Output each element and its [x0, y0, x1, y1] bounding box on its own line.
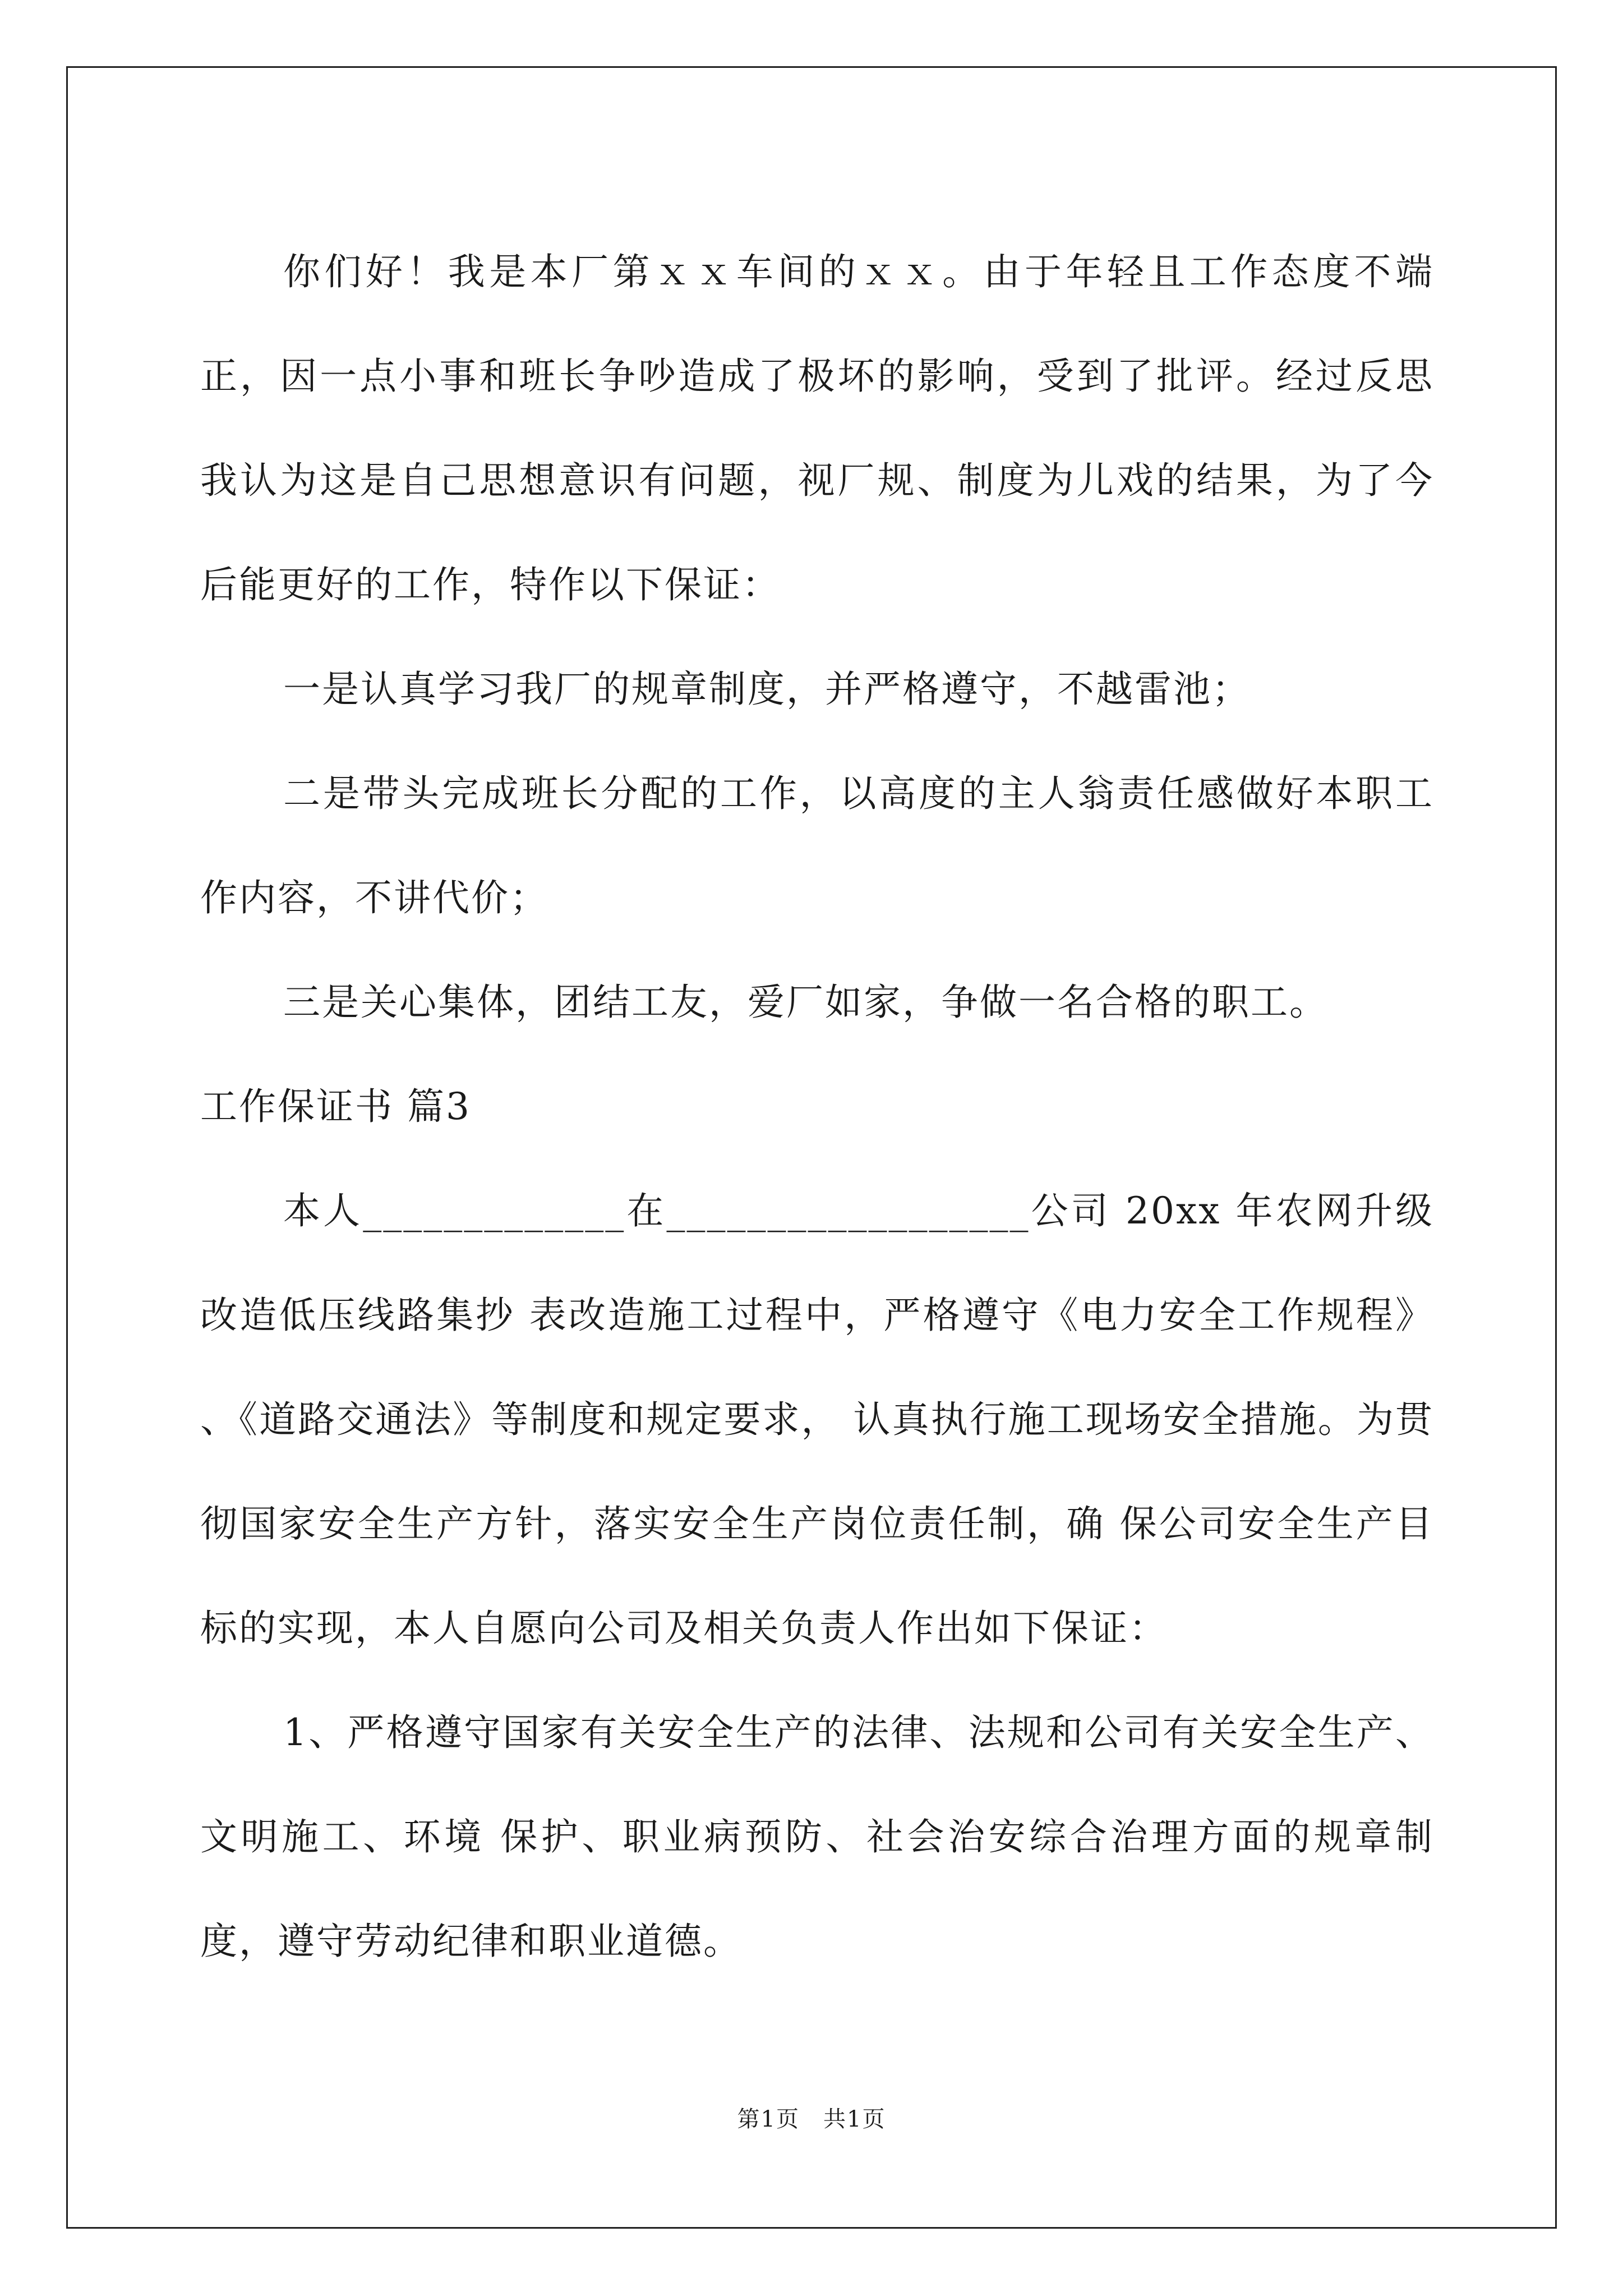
page-number-footer: 第1页 共1页 [737, 2106, 886, 2132]
paragraph-pledge-one: 一是认真学习我厂的规章制度，并严格遵守，不越雷池； [283, 668, 1251, 711]
paragraph-safety-intro: 本人_____________在__________________公司 20xx 年农网升级改造低压线路集抄 表改造施工过程中，严格遵守《电力安全工作规程》 、《道路交通法》等制度和规定要求， 认真执行施工现场安全措施。为贯彻国家安全生产方针，落实安全生产岗位责任制，确 保公司安全生产目标的实现，本人自愿向公司及相关负责人作出如下保证： [200, 1189, 1447, 1650]
section-heading: 工作保证书 篇3 [200, 1085, 471, 1128]
paragraph-pledge-two: 二是带头完成班长分配的工作，以高度的主人翁责任感做好本职工作内容，不讲代价； [200, 772, 1434, 919]
paragraph-pledge-three: 三是关心集体，团结工友，爱厂如家，争做一名合格的职工。 [283, 981, 1328, 1024]
paragraph-safety-item-one: 1、严格遵守国家有关安全生产的法律、法规和公司有关安全生产、文明施工、环境 保护、职业病预防、社会治安综合治理方面的规章制度，遵守劳动纪律和职业道德。 [200, 1711, 1434, 1963]
document-body [200, 220, 1447, 1994]
paragraph-intro: 你们好！我是本厂第ｘｘ车间的ｘｘ。由于年轻且工作态度不端正，因一点小事和班长争吵造成了极坏的影响，受到了批评。经过反思我认为这是自己思想意识有问题，视厂规、制度为儿戏的结果，为了今后能更好的工作，特作以下保证： [200, 250, 1434, 606]
